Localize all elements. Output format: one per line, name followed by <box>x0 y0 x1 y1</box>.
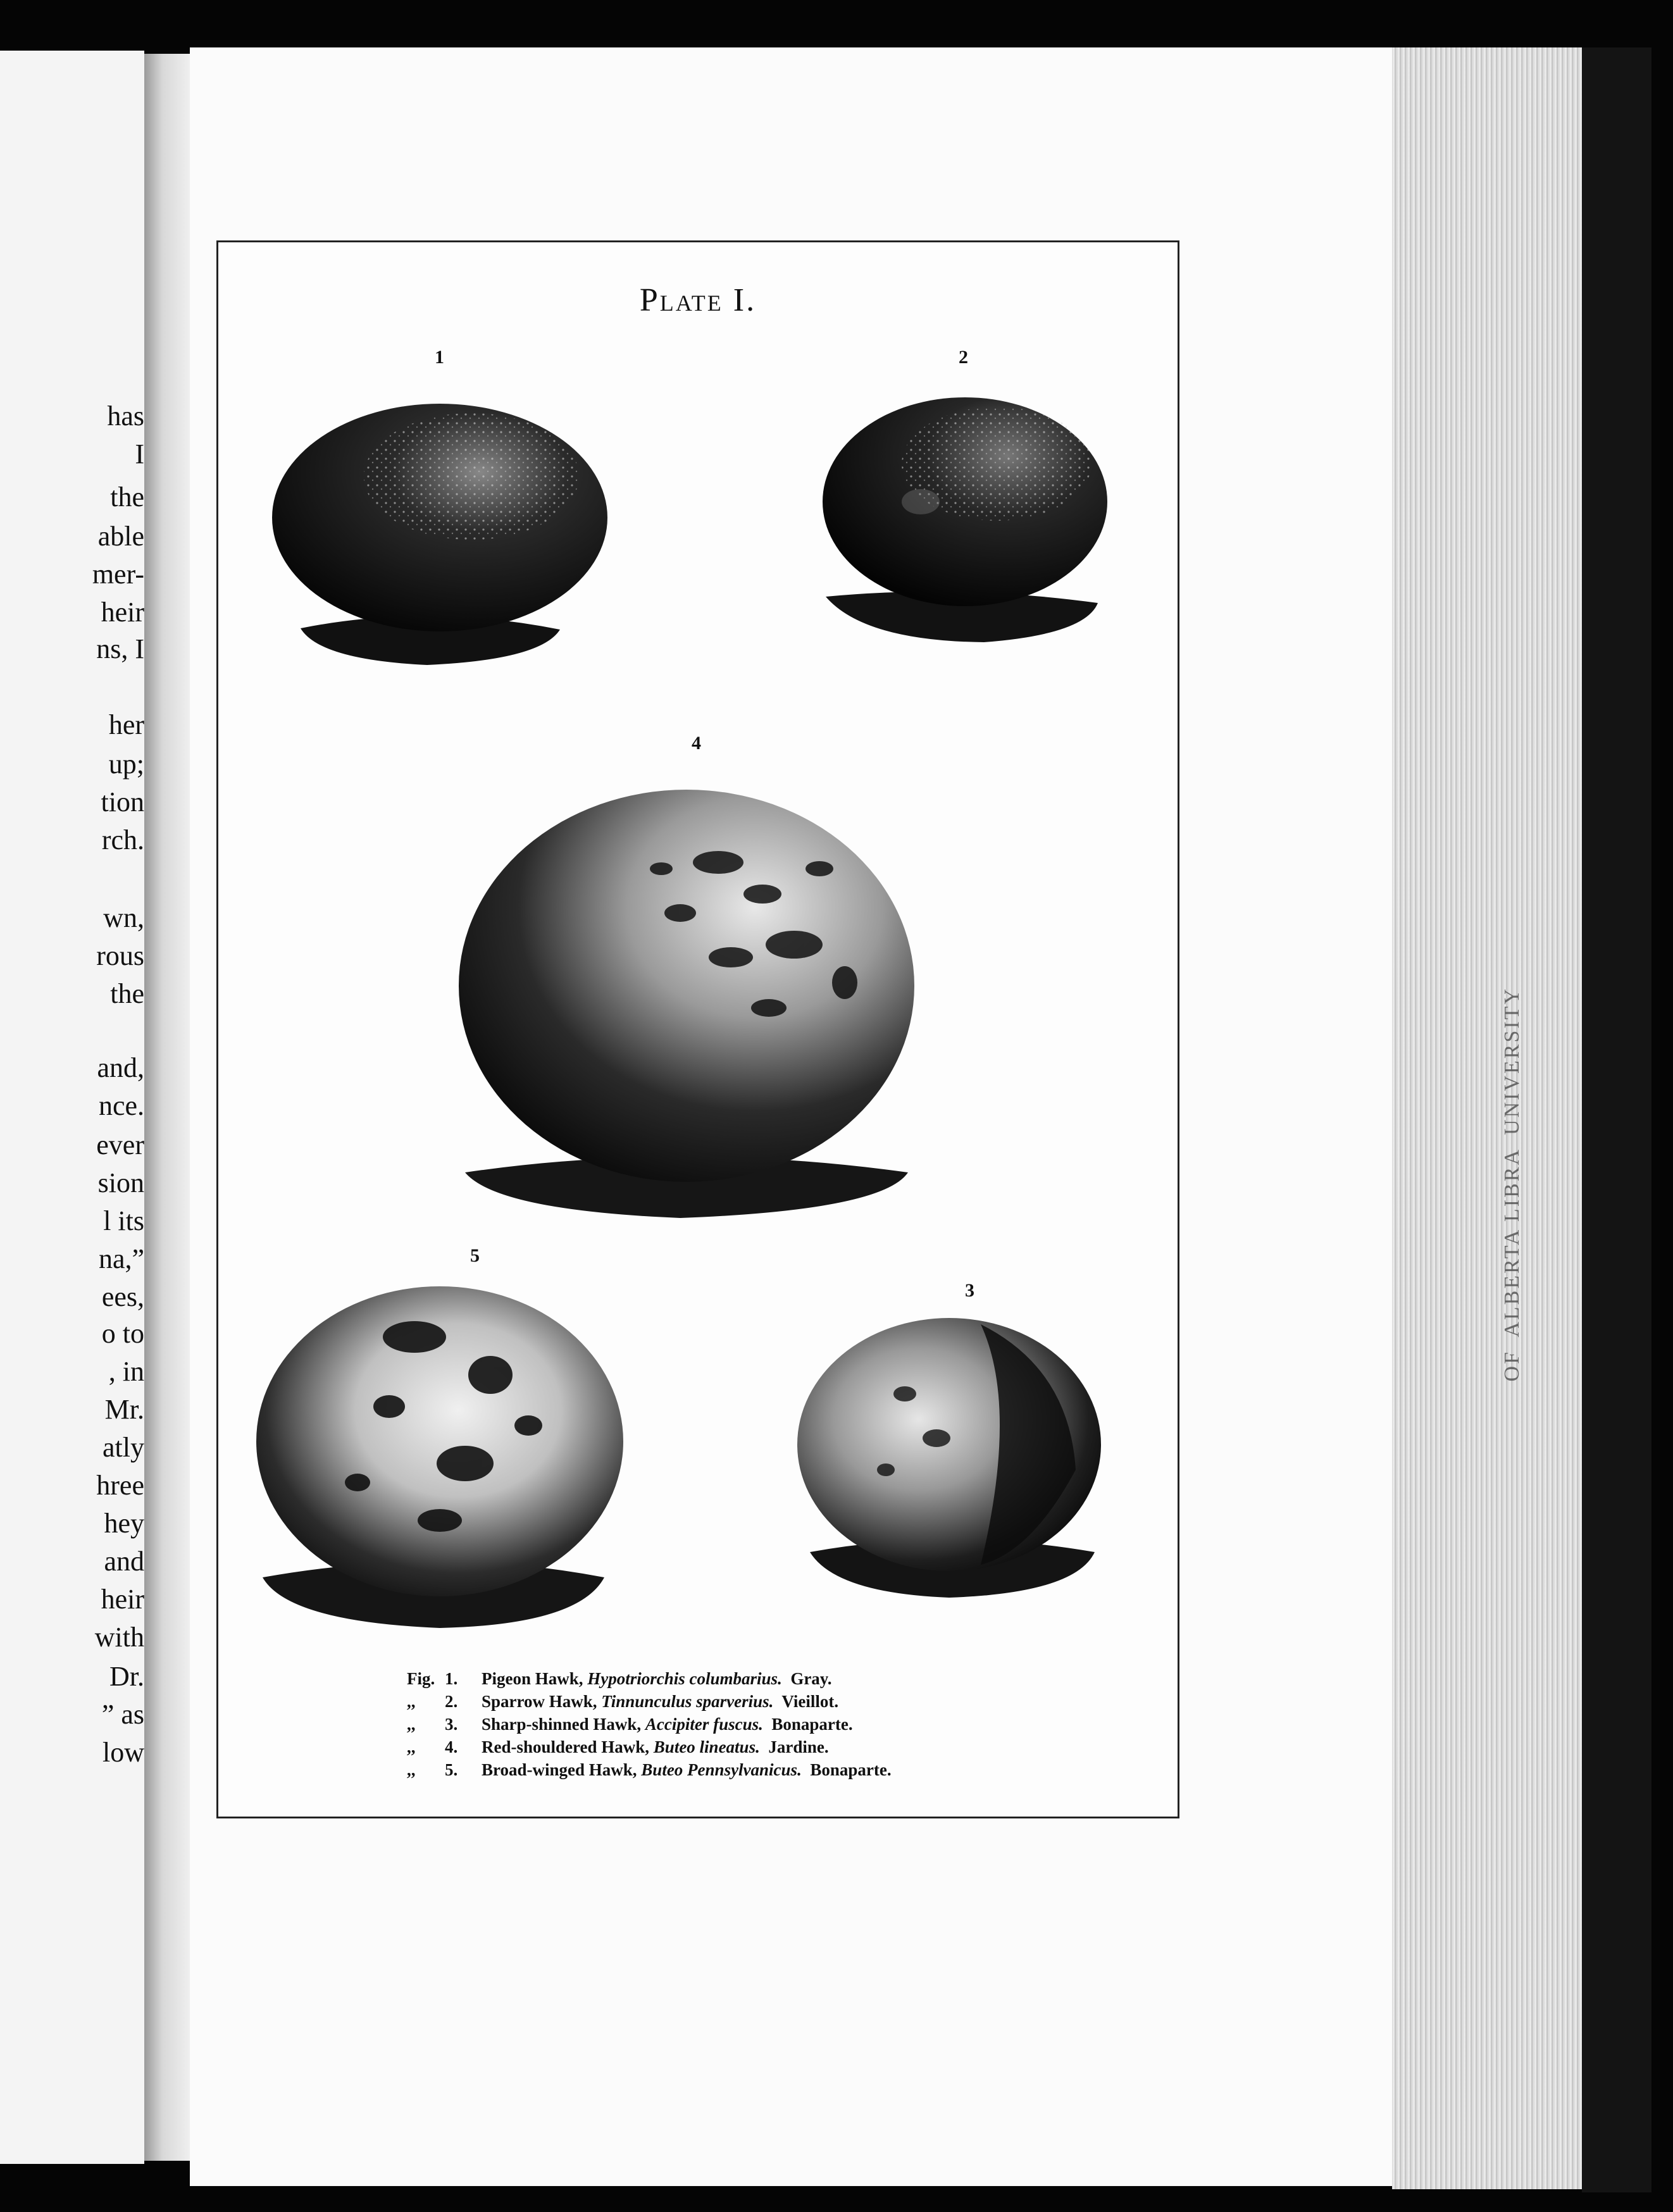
left-line: sion <box>97 1167 144 1198</box>
egg-figure-2 <box>794 394 1148 673</box>
left-line: and <box>104 1546 144 1577</box>
left-line: l its <box>103 1205 144 1236</box>
common-name: Sharp-shinned Hawk, <box>482 1715 642 1734</box>
left-line: up; <box>108 749 144 780</box>
common-name: Pigeon Hawk, <box>482 1669 583 1688</box>
author: Bonaparte. <box>771 1715 853 1734</box>
left-line: nce. <box>98 1090 144 1121</box>
left-line: heir <box>101 597 144 628</box>
author: Vieillot. <box>781 1692 839 1711</box>
left-line: hree <box>96 1470 144 1501</box>
left-line: ees, <box>101 1281 144 1312</box>
stamp-line-3: OF <box>1500 1350 1524 1382</box>
left-line: heir <box>101 1584 144 1615</box>
figure-number: 3 <box>965 1280 974 1301</box>
left-line: ” as <box>101 1699 144 1730</box>
left-line: low <box>103 1737 144 1768</box>
author: Gray. <box>790 1669 832 1688</box>
figure-number: 4 <box>692 733 701 754</box>
left-line: ns, I <box>96 633 144 664</box>
egg-figure-3 <box>791 1312 1120 1603</box>
common-name: Red-shouldered Hawk, <box>482 1737 650 1756</box>
caption-prefix: ,, <box>407 1715 416 1734</box>
figure-number: 1 <box>435 347 444 368</box>
caption-number: 5. <box>445 1760 458 1779</box>
left-line: ever <box>96 1129 144 1160</box>
egg-figure-5 <box>250 1280 642 1634</box>
left-line: rous <box>96 940 144 971</box>
caption-row <box>407 1667 1154 1690</box>
caption-prefix: ,, <box>407 1737 416 1756</box>
left-line: , in <box>108 1356 144 1387</box>
book-gutter <box>144 54 190 2161</box>
caption-row <box>407 1758 1154 1781</box>
left-line: Mr. <box>104 1394 144 1425</box>
egg-figure-4 <box>440 767 933 1223</box>
latin-name: Buteo Pennsylvanicus. <box>641 1760 802 1779</box>
left-line: hey <box>104 1508 144 1539</box>
latin-name: Accipiter fuscus. <box>645 1715 763 1734</box>
caption-text <box>482 1667 832 1690</box>
stamp-line-2: ALBERTA LIBRA <box>1500 1147 1524 1338</box>
latin-name: Tinnunculus sparverius. <box>601 1692 774 1711</box>
left-line: wn, <box>103 902 144 933</box>
figure-number: 2 <box>959 347 968 368</box>
left-line: with <box>94 1622 144 1653</box>
left-line: atly <box>103 1432 144 1463</box>
plate-caption <box>407 1667 1154 1781</box>
left-line: the <box>110 482 144 513</box>
caption-text <box>482 1736 829 1758</box>
common-name: Sparrow Hawk, <box>482 1692 597 1711</box>
left-line: Dr. <box>109 1661 144 1692</box>
left-line: mer- <box>92 559 144 590</box>
caption-row <box>407 1736 1154 1758</box>
author: Bonaparte. <box>810 1760 892 1779</box>
left-line: o to <box>101 1318 144 1349</box>
left-line: her <box>108 709 144 740</box>
caption-text <box>482 1690 838 1713</box>
caption-text <box>482 1713 853 1736</box>
caption-text <box>482 1758 892 1781</box>
library-stamp <box>1474 987 1550 1382</box>
book-cover-edge <box>1582 47 1651 2192</box>
left-line: na,” <box>98 1243 144 1274</box>
caption-prefix: Fig. <box>407 1669 435 1688</box>
latin-name: Buteo lineatus. <box>653 1737 760 1756</box>
caption-prefix: ,, <box>407 1692 416 1711</box>
caption-row <box>407 1713 1154 1736</box>
plate-title: Plate I. <box>639 282 757 318</box>
plate-frame <box>216 240 1179 1818</box>
caption-number: 2. <box>445 1692 458 1711</box>
left-line: rch. <box>101 824 144 855</box>
caption-prefix: ,, <box>407 1760 416 1779</box>
latin-name: Hypotriorchis columbarius. <box>587 1669 782 1688</box>
left-line: tion <box>101 786 144 817</box>
caption-row <box>407 1690 1154 1713</box>
author: Jardine. <box>768 1737 829 1756</box>
egg-figure-1 <box>269 394 623 673</box>
caption-number: 3. <box>445 1715 458 1734</box>
common-name: Broad-winged Hawk, <box>482 1760 637 1779</box>
caption-number: 4. <box>445 1737 458 1756</box>
left-line: the <box>110 978 144 1009</box>
stamp-line-1: UNIVERSITY <box>1500 987 1524 1135</box>
left-line: I <box>135 438 144 469</box>
left-line: has <box>107 401 144 432</box>
left-line: able <box>97 521 144 552</box>
figure-number: 5 <box>470 1245 480 1266</box>
caption-number: 1. <box>445 1669 458 1688</box>
left-line: and, <box>97 1052 144 1083</box>
